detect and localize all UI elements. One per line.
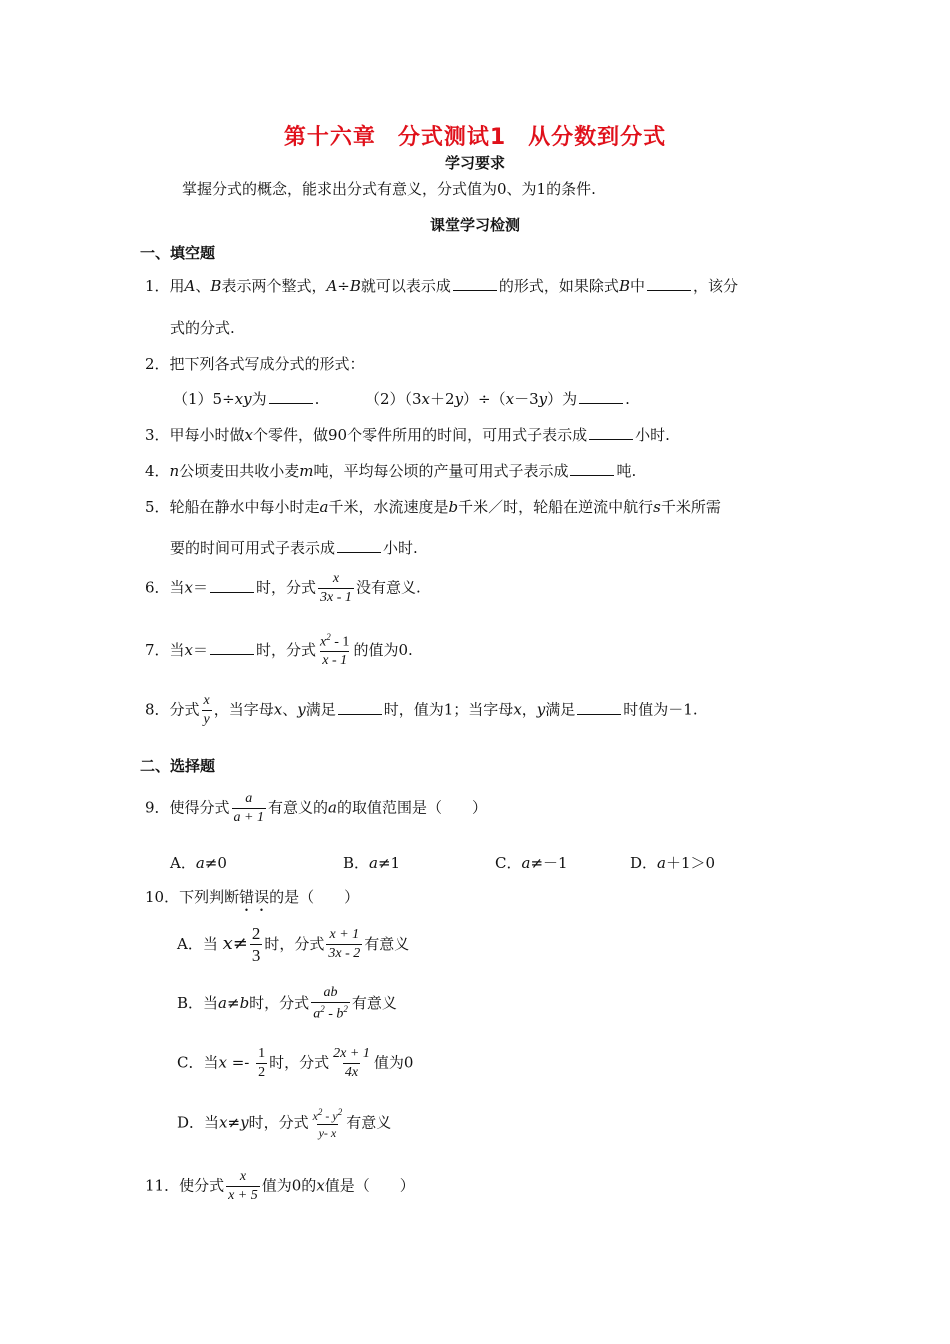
question-8: 8．分式 $\frac{x}{y}$ ，当字母x、y满足 时，值为1；当字母x，y满足 时值为－1.	[145, 693, 698, 727]
fraction: $\frac{x}{3x - 1}$	[320, 571, 352, 605]
q10-option-b[interactable]: B．当a≠b时，分式 $\frac{ab}{a^2 - b^2}$ 有意义	[177, 985, 397, 1022]
section-choice: 二、选择题	[140, 757, 216, 775]
question-1: 1．用A、B表示两个整式，A÷B就可以表示成 的形式，如果除式B中 ，该分	[145, 277, 738, 295]
answer-blank[interactable]	[210, 578, 254, 593]
q9-option-c[interactable]: C．a≠－1	[495, 854, 568, 872]
q9-option-b[interactable]: B．a≠1	[343, 854, 401, 872]
answer-blank[interactable]	[269, 389, 313, 404]
q10-option-a[interactable]: A．当 x≠ $\frac{2}{3}$ 时，分式 $\frac{x + 1}{3x - 2}$ 有意义	[177, 924, 410, 965]
question-7: 7．当x＝ 时，分式 $\frac{x^2 - 1}{x - 1}$ 的值为0.	[145, 632, 413, 669]
question-10: 10．下列判断错误的是（ ）	[145, 888, 360, 906]
answer-blank[interactable]	[589, 425, 633, 440]
q9-option-a[interactable]: A．a≠0	[170, 854, 227, 872]
fraction: $\frac{2}{3}$	[251, 924, 261, 965]
question-5: 5．轮船在静水中每小时走a千米，水流速度是b千米／时，轮船在逆流中航行s千米所需	[145, 498, 721, 516]
requirements-heading: 学习要求	[444, 154, 505, 172]
fraction: $\frac{x}{x + 5}$	[228, 1169, 258, 1203]
fraction: $\frac{x^2 - y^2}{y- x}$	[312, 1107, 343, 1140]
question-3: 3．甲每小时做x个零件，做90个零件所用的时间，可用式子表示成 小时.	[145, 426, 670, 444]
fraction: $\frac{a}{a + 1}$	[233, 791, 264, 825]
answer-blank[interactable]	[338, 700, 382, 715]
question-11: 11．使分式 $\frac{x}{x + 5}$ 值为0的x值是（ ）	[145, 1169, 415, 1203]
question-5-cont: 要的时间可用式子表示成 小时.	[170, 539, 418, 557]
answer-blank[interactable]	[577, 700, 621, 715]
answer-blank[interactable]	[579, 389, 623, 404]
check-heading: 课堂学习检测	[429, 216, 520, 234]
section-fill-in: 一、填空题	[140, 244, 216, 262]
question-2-parts: （1）5÷xy为 . （2）（3x＋2y）÷（x－3y）为 .	[173, 390, 630, 408]
answer-blank[interactable]	[453, 276, 497, 291]
fraction: $\frac{ab}{a^2 - b^2}$	[313, 985, 348, 1022]
fraction: $\frac{1}{2}$	[258, 1046, 266, 1080]
fraction: $\frac{x}{y}$	[203, 693, 210, 727]
fraction: $\frac{x + 1}{3x - 2}$	[328, 927, 361, 961]
question-2: 2．把下列各式写成分式的形式：	[145, 355, 365, 373]
page-title: 第十六章 分式测试1 从分数到分式	[283, 125, 667, 150]
requirements-text: 掌握分式的概念，能求出分式有意义，分式值为0、为1的条件.	[182, 180, 596, 198]
question-6: 6．当x＝ 时，分式 $\frac{x}{3x - 1}$ 没有意义.	[145, 571, 421, 605]
q10-option-c[interactable]: C．当x =- $\frac{1}{2}$ 时，分式 $\frac{2x + 1}{4x}$ 值为0	[177, 1046, 414, 1080]
q10-option-d[interactable]: D．当x≠y时，分式 $\frac{x^2 - y^2}{y- x}$ 有意义	[177, 1107, 392, 1140]
fraction: $\frac{2x + 1}{4x}$	[333, 1046, 370, 1080]
answer-blank[interactable]	[337, 538, 381, 553]
q9-option-d[interactable]: D．a＋1＞0	[630, 854, 716, 872]
answer-blank[interactable]	[647, 276, 691, 291]
answer-blank[interactable]	[210, 640, 254, 655]
question-9: 9．使得分式 $\frac{a}{a + 1}$ 有意义的a的取值范围是（ ）	[145, 791, 487, 825]
question-1-cont: 式的分式.	[170, 319, 235, 337]
fraction: $\frac{x^2 - 1}{x - 1}$	[320, 632, 350, 669]
question-4: 4．n公顷麦田共收小麦m吨，平均每公顷的产量可用式子表示成 吨.	[145, 462, 637, 480]
answer-blank[interactable]	[570, 461, 614, 476]
